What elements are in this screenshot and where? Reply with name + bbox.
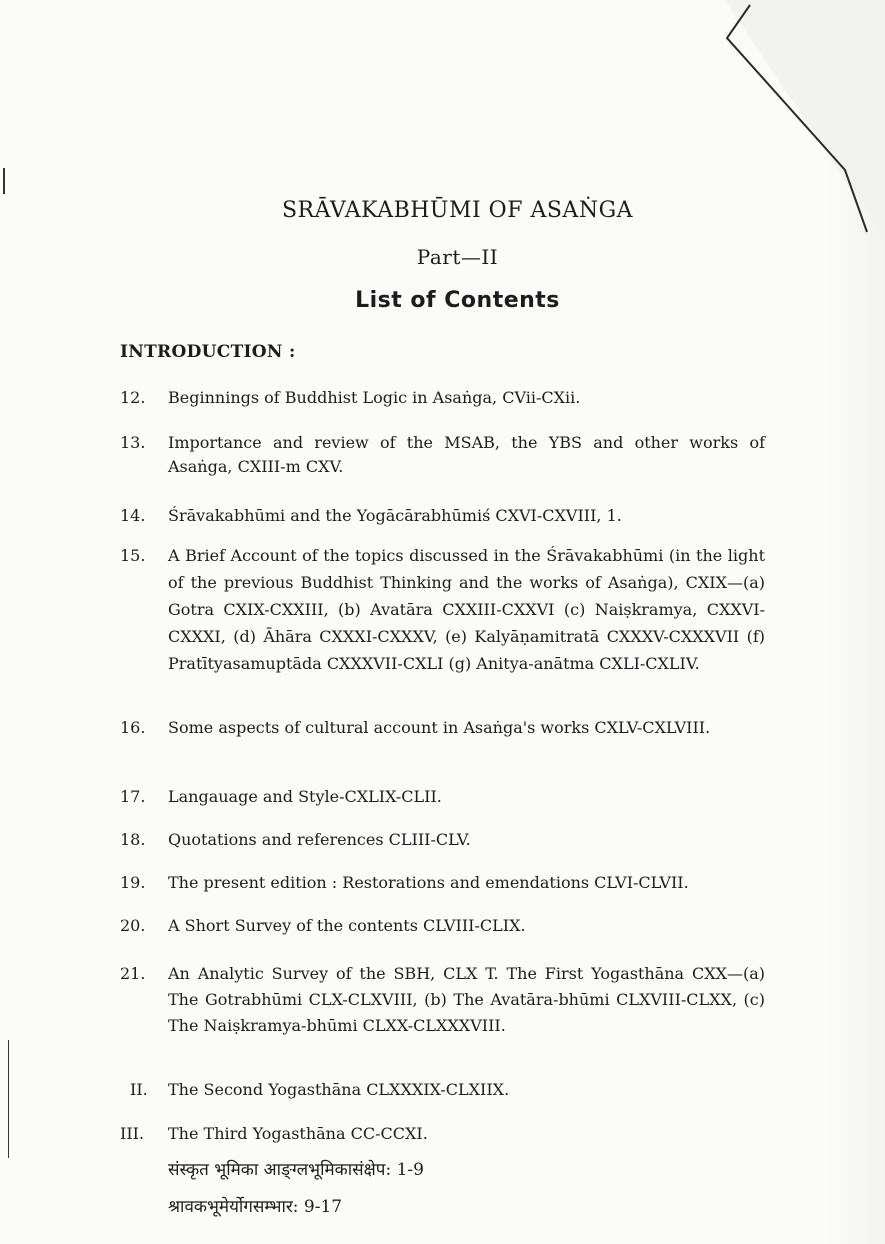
- entry-number: 16.: [120, 718, 146, 737]
- entry-number: 12.: [120, 388, 146, 407]
- toc-entry: [120, 785, 765, 809]
- toc-entry: [120, 961, 765, 1039]
- sanskrit-line: संस्कृत भूमिका आङ्ग्लभूमिकासंक्षेप: 1-9: [168, 1160, 424, 1180]
- entry-text: Beginnings of Buddhist Logic in Asaṅga, CVii-CXii.: [168, 388, 581, 407]
- toc-entry: [120, 1078, 765, 1102]
- entry-text: The present edition : Restorations and emendations CLVI-CLVII.: [168, 873, 689, 892]
- entry-number: 18.: [120, 830, 146, 849]
- book-title: SRĀVAKABHŪMI OF ASAṄGA: [281, 198, 634, 223]
- section-heading: INTRODUCTION :: [120, 342, 296, 362]
- part-title: Part—II: [416, 245, 499, 269]
- scan-margin-mark: [8, 1040, 9, 1158]
- entry-text: Some aspects of cultural account in Asaṅga's works CXLV-CXLVIII.: [168, 718, 711, 737]
- toc-entry: [120, 386, 765, 410]
- entry-number: 20.: [120, 916, 146, 935]
- toc-entry: [120, 1122, 765, 1146]
- entry-number: 21.: [120, 964, 146, 983]
- entry-text: Importance and review of the MSAB, the YBS and other works of Asaṅga, CXIII-m CXV.: [168, 433, 765, 476]
- toc-entry: [120, 504, 765, 528]
- entry-text: An Analytic Survey of the SBH, CLX T. The First Yogasthāna CXX—(a) The Gotrabhūmi CLX-CLXVIII, (b) The Avatāra-bhūmi CLXVIII-CLXX, (c) The Naiṣkramya-bhūmi CLXX-CLXXXVIII.: [168, 964, 765, 1035]
- contents-heading: List of Contents: [355, 288, 560, 313]
- toc-entry: [120, 828, 765, 852]
- toc-entry: [120, 542, 765, 677]
- entry-number: 17.: [120, 787, 146, 806]
- entry-text: The Third Yogasthāna CC-CCXI.: [168, 1124, 428, 1143]
- entry-number: II.: [130, 1080, 148, 1099]
- entry-text: A Short Survey of the contents CLVIII-CLIX.: [168, 916, 526, 935]
- scan-margin-mark: [3, 168, 5, 194]
- toc-entry: [120, 715, 765, 741]
- entry-number: III.: [120, 1124, 145, 1143]
- entry-number: 19.: [120, 873, 146, 892]
- sanskrit-line: श्रावकभूमेर्योगसम्भार: 9-17: [168, 1197, 343, 1217]
- toc-entry: [120, 431, 765, 479]
- toc-entry: [120, 871, 765, 895]
- entry-text: Langauage and Style-CXLIX-CLII.: [168, 787, 442, 806]
- entry-number: 14.: [120, 506, 146, 525]
- toc-entry: [120, 914, 765, 938]
- entry-number: 13.: [120, 433, 146, 452]
- entry-number: 15.: [120, 546, 146, 565]
- entry-text: Quotations and references CLIII-CLV.: [168, 830, 471, 849]
- entry-text: The Second Yogasthāna CLXXXIX-CLXIIX.: [168, 1080, 510, 1099]
- entry-text: A Brief Account of the topics discussed in the Śrāvakabhūmi (in the light of the previous Buddhist Thinking and the works of Asaṅga), CXIX—(a) Gotra CXIX-CXXIII, (b) Avatāra CXXIII-CXXVI (c) Naiṣkramya, CXXVI-CXXXI, (d) Āhāra CXXXI-CXXXV, (e) Kalyāṇamitratā CXXXV-CXXXVII (f) Pratītyasamuptāda CXXXVII-CXLI (g) Anitya-anātma CXLI-CXLIV.: [168, 546, 765, 673]
- entry-text: Śrāvakabhūmi and the Yogācārabhūmiś CXVI-CXVIII, 1.: [168, 506, 622, 525]
